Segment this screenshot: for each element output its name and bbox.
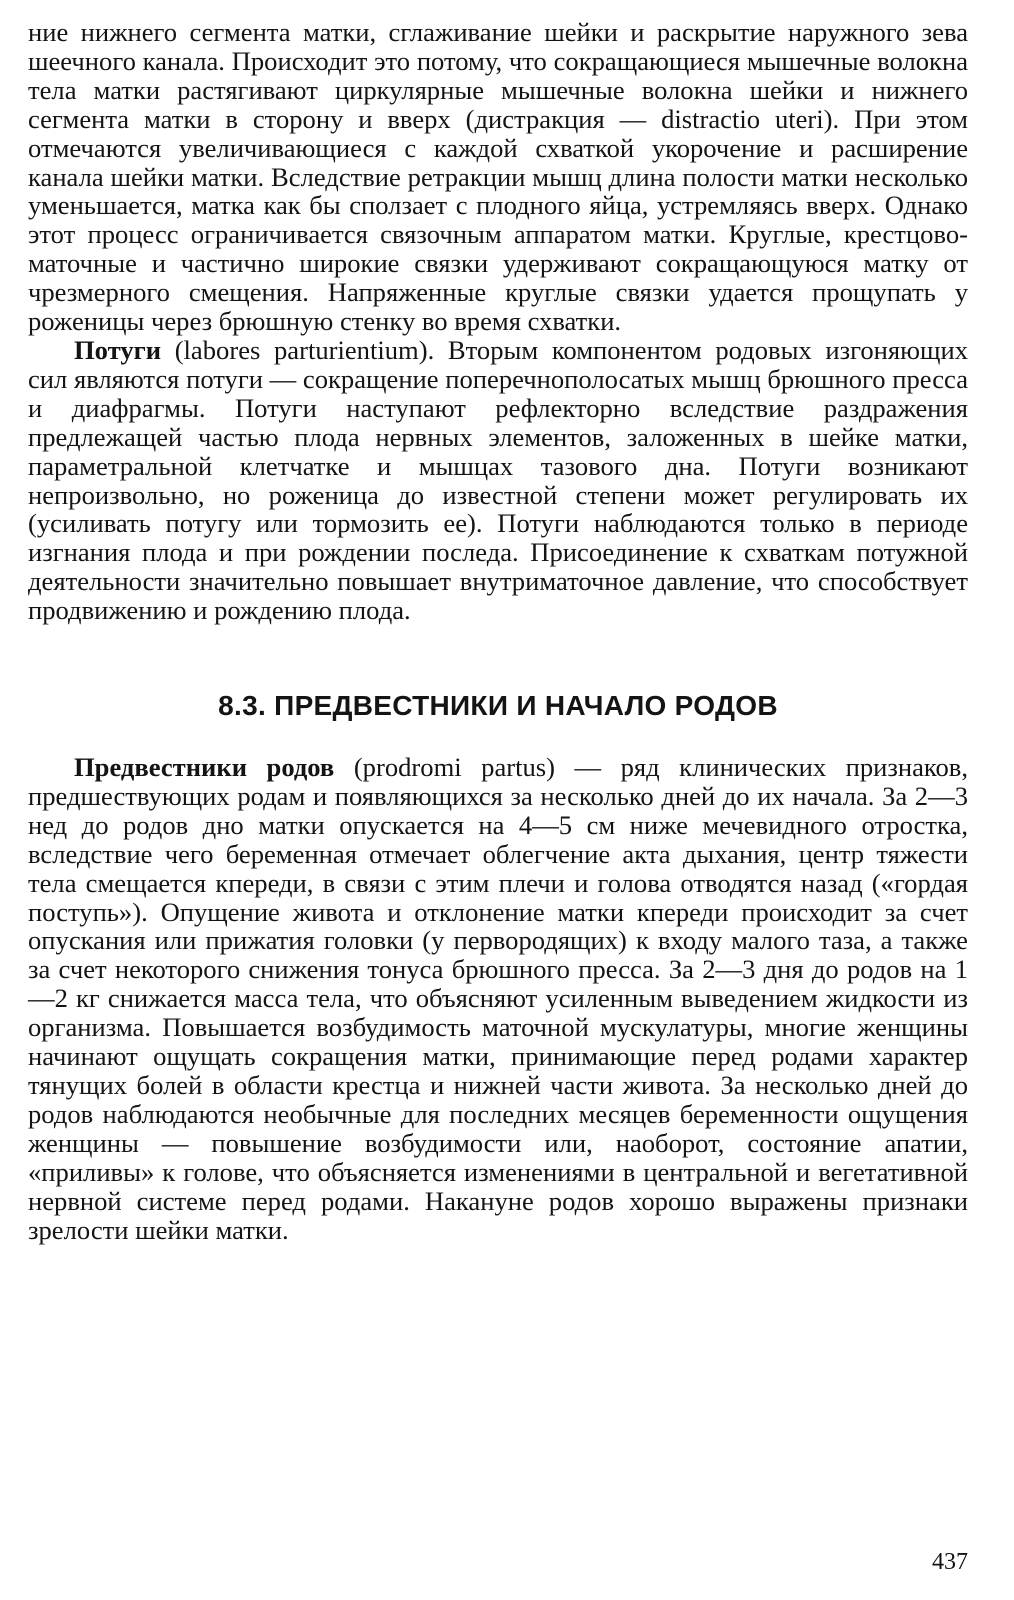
paragraph-labor-precursors [28, 753, 968, 1244]
section-heading: 8.3. ПРЕДВЕСТНИКИ И НАЧАЛО РОДОВ [218, 690, 778, 722]
term-labor-precursors: Предвестники родов [74, 752, 335, 783]
paragraph-text: ние нижнего сегмента матки, сглаживание шейки и раскрытие наружного зева шеечного канала. Происходит это потому, что сокращающиеся мышечные волокна тела матки растягивают циркулярные мышечные волокна шейки и нижнего сегмента матки в сторону и вверх (дистракция — distractio uteri). При этом отмечаются увеличивающиеся с каждой схваткой укорочение и расширение канала шейки матки. Вследствие ретракции мышц длина полости матки несколько уменьшается, матка как бы сползает с плодного яйца, устремляясь вверх. Однако этот процесс ограничивается связочным аппаратом матки. Круглые, крестцово-маточные и частично широкие связки удерживают сокращающуюся матку от чрезмерного смещения. Напряженные круглые связки удается прощупать у роженицы через брюшную стенку во время схватки. [28, 17, 968, 337]
paragraph-uterine-contractions [28, 18, 968, 336]
page-content [28, 18, 968, 1244]
page-number: 437 [932, 1549, 968, 1575]
paragraph-text: (prodromi partus) — ряд клинических признаков, предшествующих родам и появляющихся за несколько дней до их начала. За 2—3 нед до родов дно матки опускается на 4—5 см ниже мечевидного отростка, вследствие чего беременная отмечает облегчение акта дыхания, центр тяжести тела смещается кпереди, в связи с этим плечи и голова отводятся назад («гордая поступь»). Опущение живота и отклонение матки кпереди происходит за счет опускания или прижатия головки (у первородящих) к входу малого таза, а также за счет некоторого снижения тонуса брюшного пресса. За 2—3 дня до родов на 1—2 кг снижается масса тела, что объясняют усиленным выведением жидкости из организма. Повышается возбудимость маточной мускулатуры, многие женщины начинают ощущать сокращения матки, принимающие перед родами характер тянущих болей в области крестца и нижней части живота. За несколько дней до родов наблюдаются необычные для последних месяцев беременности ощущения женщины — повышение возбудимости или, наоборот, состояние апатии, «приливы» к голове, что объясняется изменениями в центральной и вегетативной нервной системе перед родами. Накануне родов хорошо выражены признаки зрелости шейки матки. [28, 752, 969, 1245]
term-pushing: Потуги [74, 334, 162, 365]
paragraph-text: (labores parturientium). Вторым компонентом родовых изгоняющих сил являются потуги — сокращение поперечнополосатых мышц брюшного пресса и диафрагмы. Потуги наступают рефлекторно вследствие раздражения предлежащей частью плода нервных элементов, заложенных в шейке матки, параметральной клетчатке и мышцах тазового дна. Потуги возникают непроизвольно, но роженица до известной степени может регулировать их (усиливать потугу или тормозить ее). Потуги наблюдаются только в периоде изгнания плода и при рождении последа. Присоединение к схваткам потужной деятельности значительно повышает внутриматочное давление, что способствует продвижению и рождению плода. [28, 334, 968, 626]
paragraph-pushing [28, 336, 968, 625]
